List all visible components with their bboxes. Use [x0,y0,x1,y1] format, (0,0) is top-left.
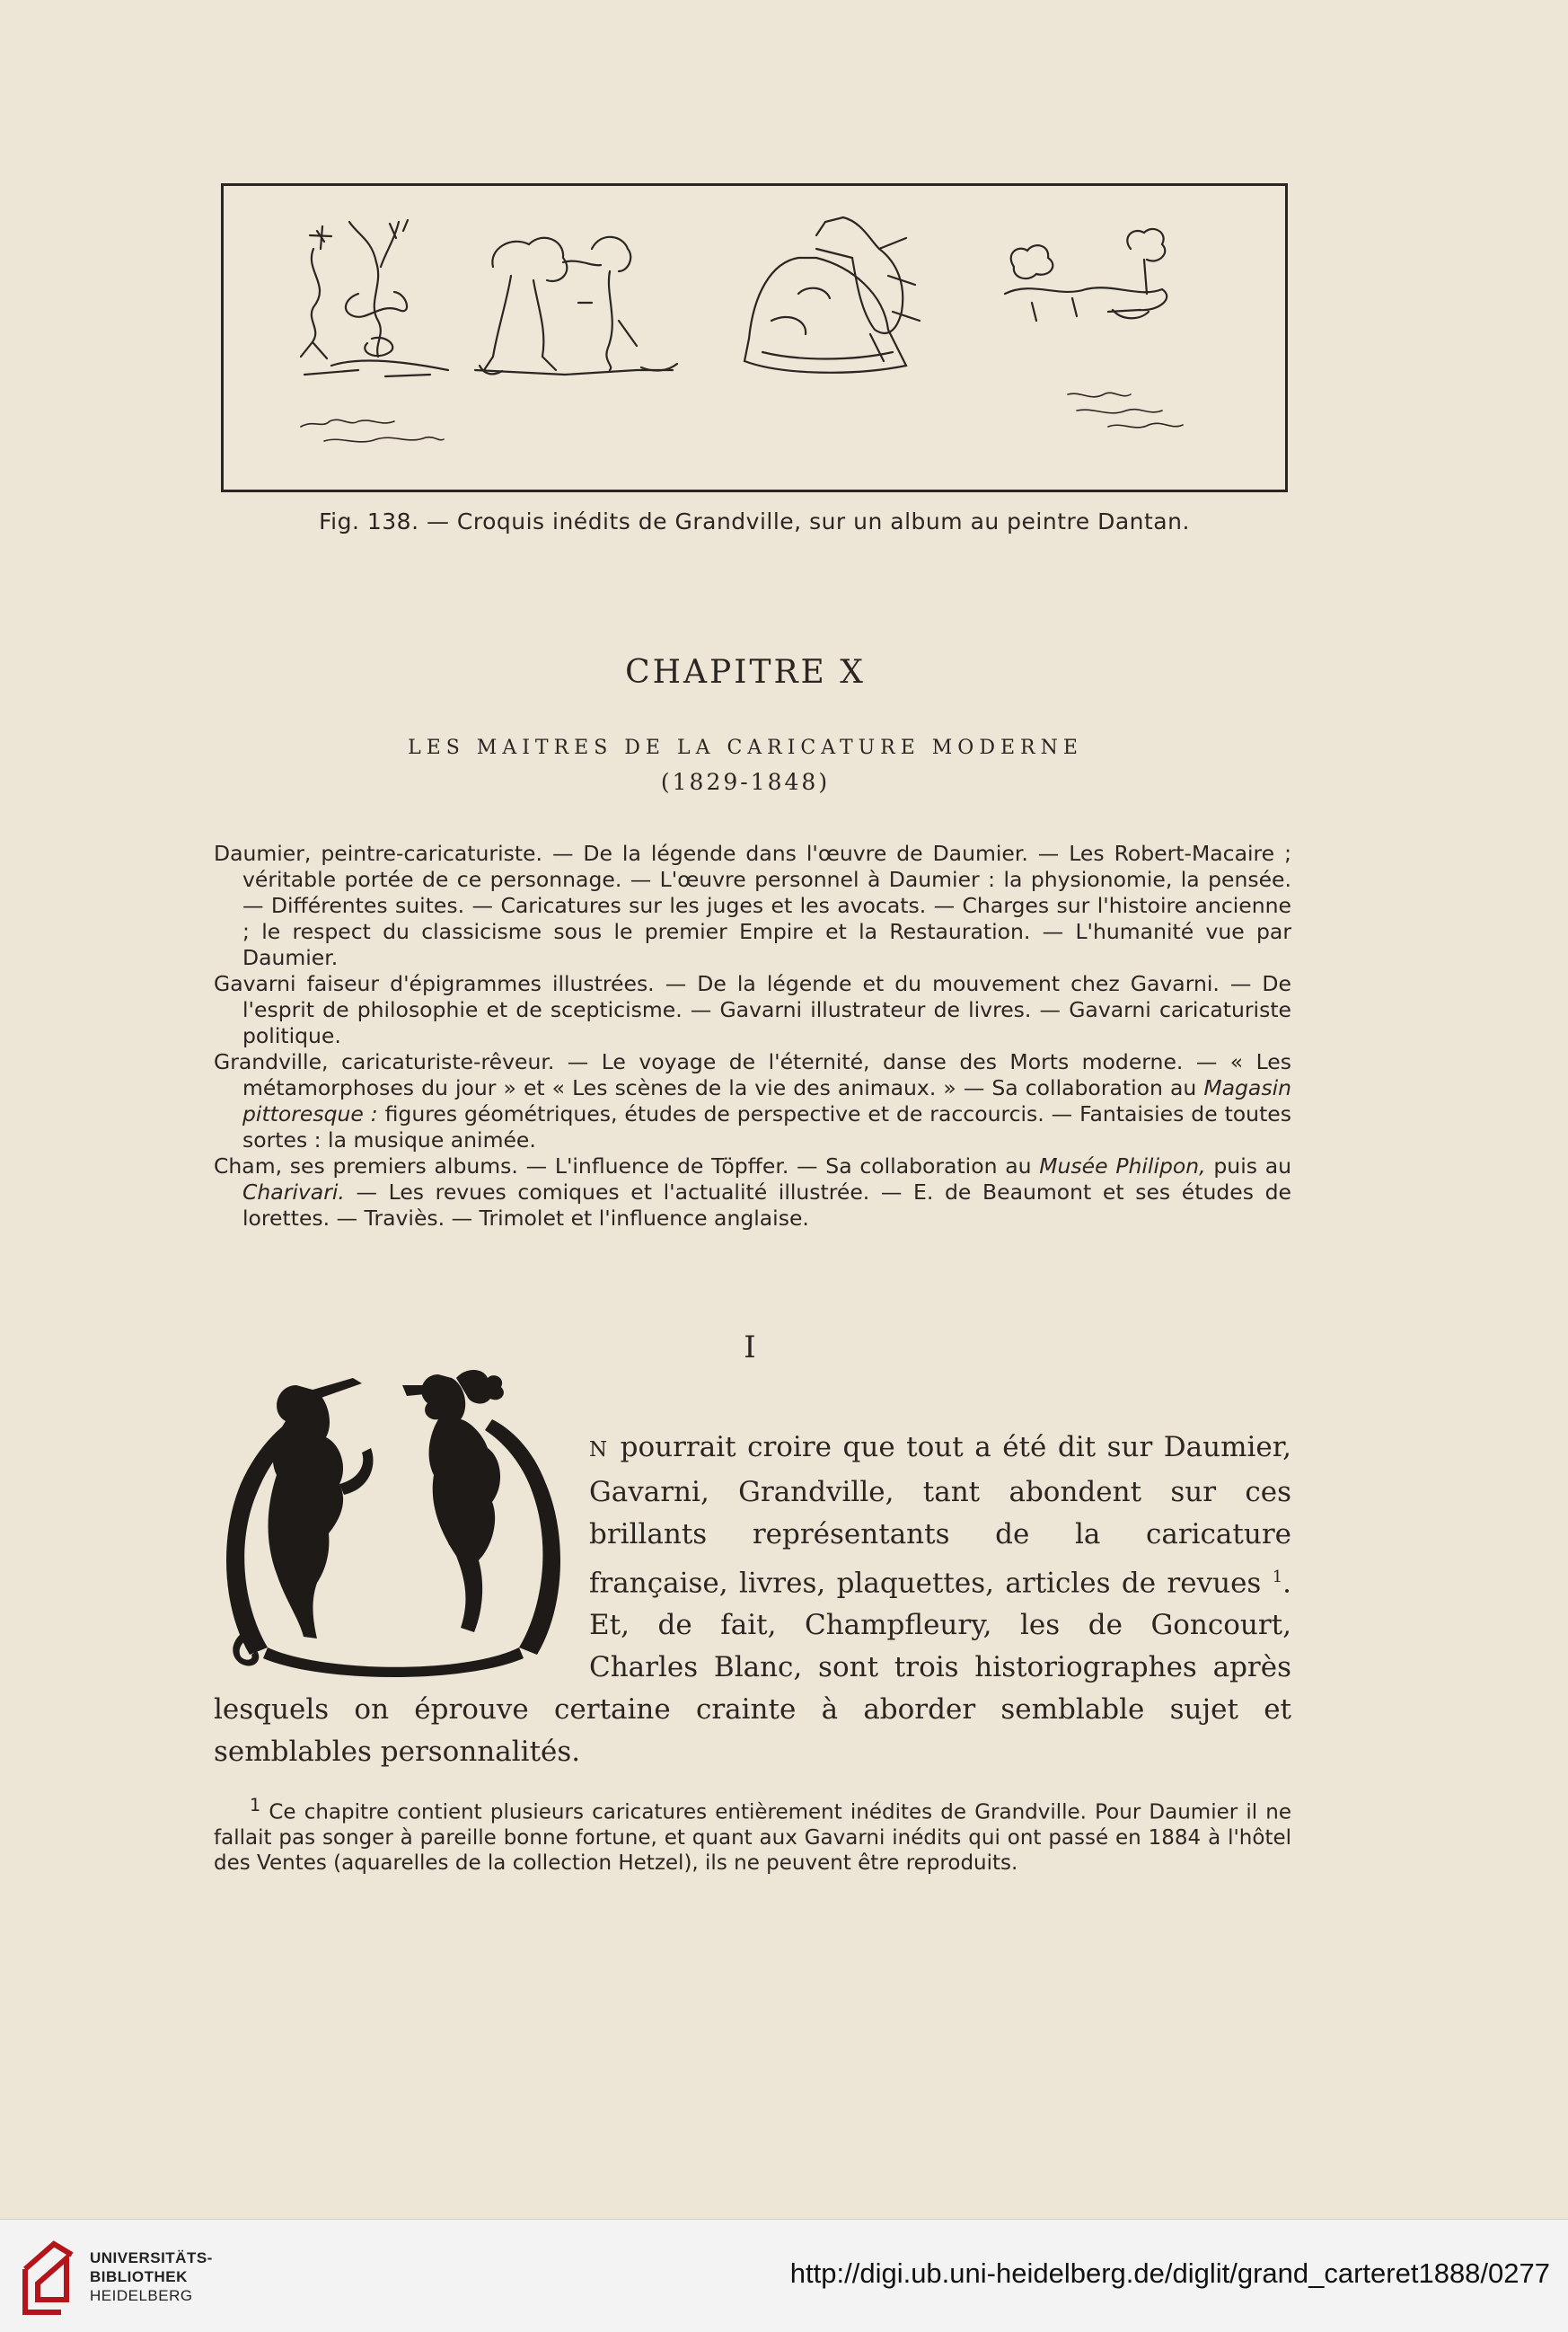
university-library-logo-icon [20,2233,77,2319]
summary-cham [214,1153,1291,1232]
summary-grandville-b: figures géométriques, études de perspective et de raccourcis. — Fantaisies de toutes sortes : la musique animée. [242,1101,1291,1153]
library-name-line2: BIBLIOTHEK [90,2268,188,2285]
vignette-spacer [214,1427,589,1667]
summary-cham-title1: Musée Philipon, [1039,1153,1206,1179]
summary-gavarni: Gavarni faiseur d'épigrammes illustrées. — De la légende et du mouvement chez Gavarni. — De l'esprit de philosophie et de scepticisme. — Gavarni illustrateur de livres. — Gavarni caricaturiste politique. [214,971,1291,1048]
chapter-subtitle: LES MAITRES DE LA CARICATURE MODERNE [408,737,1083,759]
source-url-link[interactable]: http://digi.ub.uni-heidelberg.de/diglit/grand_carteret1888/0277 [789,2257,1550,2289]
summary-grandville [214,1049,1291,1153]
chapter-title: CHAPITRE X [625,654,866,691]
summary-cham-b: puis au [1205,1153,1291,1179]
footnote-text: Ce chapitre contient plusieurs caricatures entièrement inédites de Grandville. Pour Daumier il ne fallait pas songer à pareille bonne fortune, et quant aux Gavarni inédits qui ont passé en 1884 à l'hôtel des Ventes (aquarelles de la collection Hetzel), ils ne peuvent être reproduits. [214,1800,1291,1875]
summary-cham-c: — Les revues comiques et l'actualité illustrée. — E. de Beaumont et ses études de lorettes. — Traviès. — Trimolet et l'influence anglaise. [242,1179,1291,1231]
sketch-figure [221,183,1288,492]
dropcap-letter: N [589,1438,610,1462]
summary-cham-a: Cham, ses premiers albums. — L'influence de Töpffer. — Sa collaboration au [214,1153,1040,1179]
summary-daumier: Daumier, peintre-caricaturiste. — De la légende dans l'œuvre de Daumier. — Les Robert-Macaire ; véritable portée de ce personnage. — L'œuvre personnel à Daumier : la physionomie, la pensée. — Différentes suites. — Caricatures sur les juges et les avocats. — Charges sur l'histoire ancienne ; le respect du classicisme sous le premier Empire et la Restauration. — L'humanité vue par Daumier. [214,841,1291,970]
library-name [90,2248,213,2305]
footnote-reference[interactable]: 1 [1272,1568,1283,1586]
chapter-summary [214,841,1291,1232]
footnote [214,1793,1291,1876]
body-paragraph [214,1427,1291,1773]
summary-grandville-a: Grandville, caricaturiste-rêveur. — Le voyage de l'éternité, danse des Morts moderne. — « Les métamorphoses du jour » et « Les scènes de la vie des animaux. » — Sa collaboration au [214,1049,1291,1100]
body-text-a: pourrait croire que tout a été dit sur Daumier, Gavarni, Grandville, tant abondent sur ces brillants représentants de la caricature française, livres, plaquettes, articles de revues [589,1431,1291,1600]
summary-grandville-title: Magasin pittoresque : [242,1075,1291,1126]
footer-bar [0,2219,1568,2332]
figure-caption: Fig. 138. — Croquis inédits de Grandville, sur un album au peintre Dantan. [319,508,1190,534]
library-name-line1: UNIVERSITÄTS- [90,2249,213,2266]
summary-cham-title2: Charivari. [242,1179,345,1205]
section-number: I [744,1329,756,1365]
chapter-dates: (1829-1848) [660,769,831,795]
library-name-line3: HEIDELBERG [90,2287,193,2304]
body-text-b: . Et, de fait, Champfleury, les de Goncourt, Charles Blanc, sont trois historiographes après lesquels on éprouve certaine crainte à aborder semblable sujet et semblables personnalités. [214,1567,1291,1769]
footnote-marker: 1 [250,1795,261,1815]
grandville-sketches [224,186,1285,490]
